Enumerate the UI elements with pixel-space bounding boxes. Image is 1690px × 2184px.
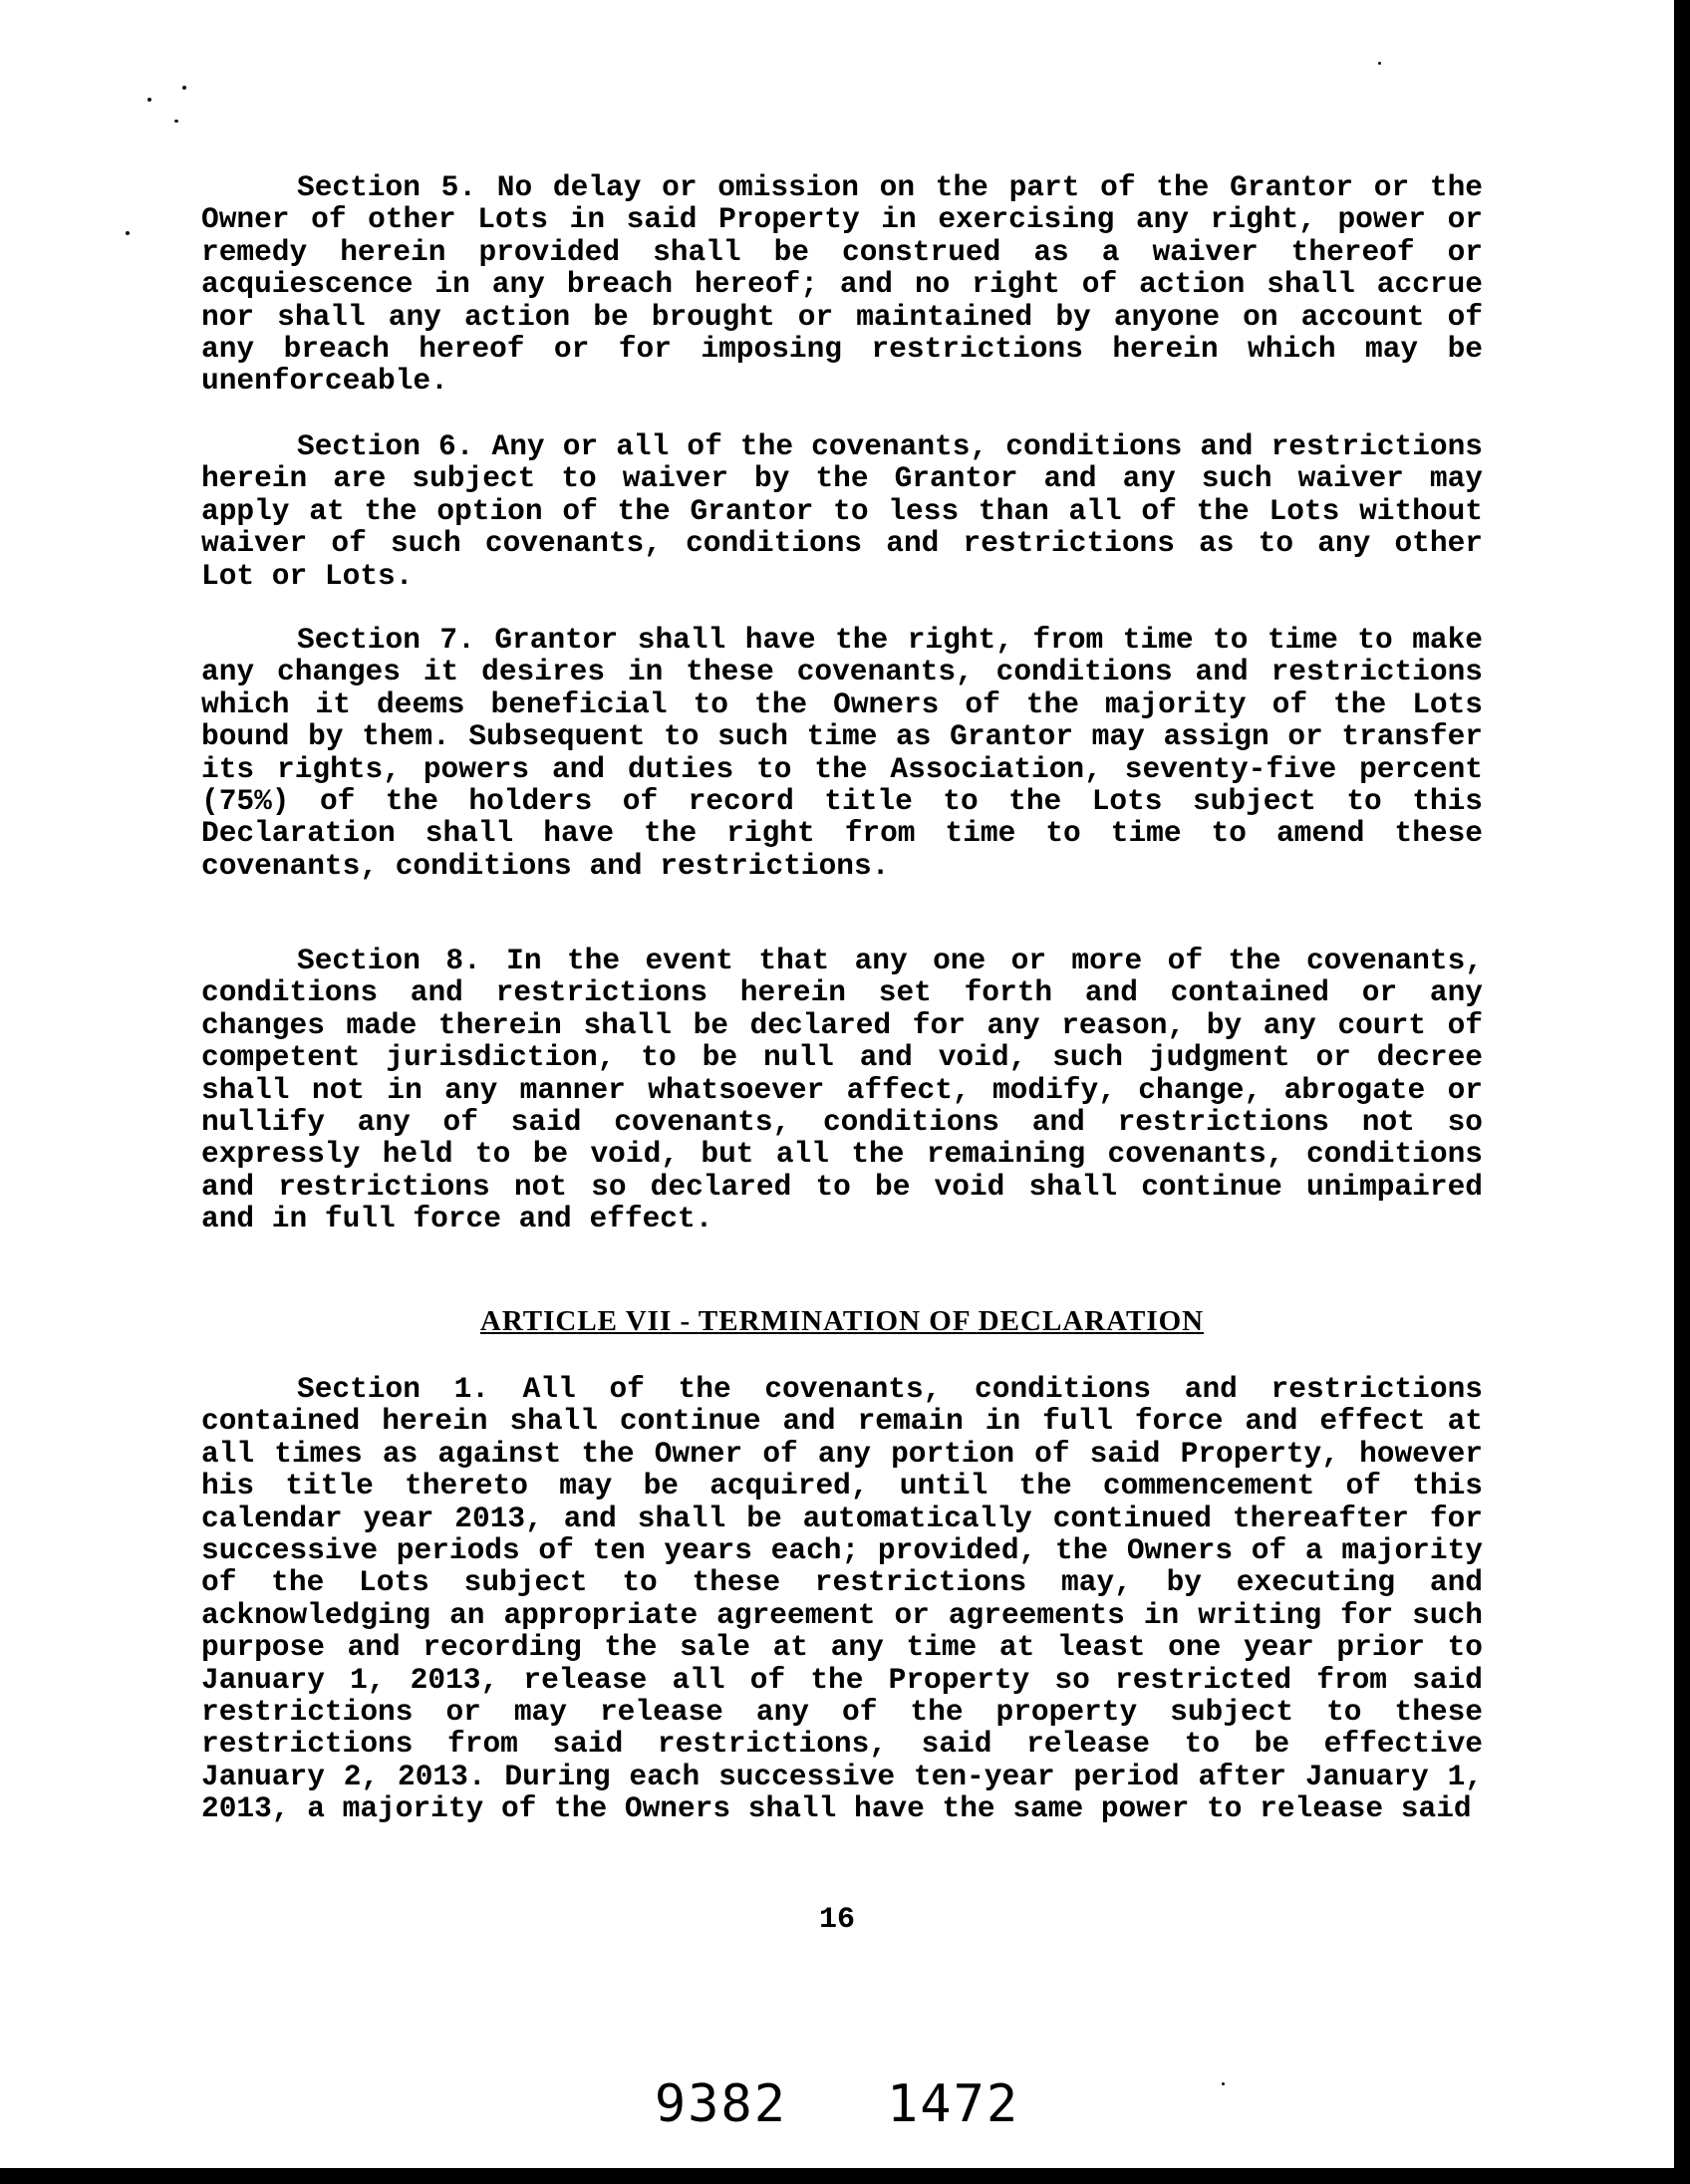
page-number: 16: [818, 1903, 855, 1937]
scan-speck: [182, 86, 186, 90]
section-8-paragraph: Section 8. In the event that any one or more of the covenants, conditions and restrictions herein set forth and contained or any changes made therein shall be declared for any reason, by any court of competent jurisdiction, to be null and void, such judgment or decree shall not in any manner whatsoever affect, modify, change, abrogate or nullify any of said covenants, conditions and restrictions not so expressly held to be void, but all the remaining covenants, conditions and restrictions not so declared to be void shall continue unimpaired and in full force and effect.: [201, 944, 1483, 1236]
record-number: 9382 1472: [654, 2074, 1020, 2134]
scan-speck: [174, 120, 178, 123]
scan-speck: [147, 98, 151, 102]
article-heading: ARTICLE VII - TERMINATION OF DECLARATION: [479, 1305, 1205, 1337]
section-6-paragraph: Section 6. Any or all of the covenants, conditions and restrictions herein are subject to waiver by the Grantor and any such waiver may apply at the option of the Grantor to less than all of the Lots without waiver of such covenants, conditions and restrictions as to any other Lot or Lots.: [201, 429, 1483, 593]
article-section-1-paragraph: Section 1. All of the covenants, conditions and restrictions contained herein shall continue and remain in full force and effect at all times as against the Owner of any portion of said Property, however his title thereto may be acquired, until the commencement of this calendar year 2013, and shall be automatically continued thereafter for successive periods of ten years each; provided, the Owners of a majority of the Lots subject to these restrictions may, by executing and acknowledging an appropriate agreement or agreements in writing for such purpose and recording the sale at any time at least one year prior to January 1, 2013, release all of the Property so restricted from said restrictions or may release any of the property subject to these restrictions from said restrictions, said release to be effective January 2, 2013. During each successive ten-year period after January 1, 2013, a majority of the Owners shall have the same power to release said: [201, 1372, 1483, 1826]
section-7-paragraph: Section 7. Grantor shall have the right, from time to time to make any changes it desires in these covenants, conditions and restrictions which it deems beneficial to the Owners of the majority of the Lots bound by them. Subsequent to such time as Grantor may assign or transfer its rights, powers and duties to the Association, seventy-five percent (75%) of the holders of record title to the Lots subject to this Declaration shall have the right from time to time to amend these covenants, conditions and restrictions.: [201, 623, 1483, 883]
scan-speck: [126, 231, 130, 235]
section-5-paragraph: Section 5. No delay or omission on the part of the Grantor or the Owner of other Lots in said Property in exercising any right, power or remedy herein provided shall be construed as a waiver thereof or acquiescence in any breach hereof; and no right of action shall accrue nor shall any action be brought or maintained by anyone on account of any breach hereof or for imposing restrictions herein which may be unenforceable.: [201, 170, 1483, 399]
scan-speck: [1378, 62, 1381, 65]
